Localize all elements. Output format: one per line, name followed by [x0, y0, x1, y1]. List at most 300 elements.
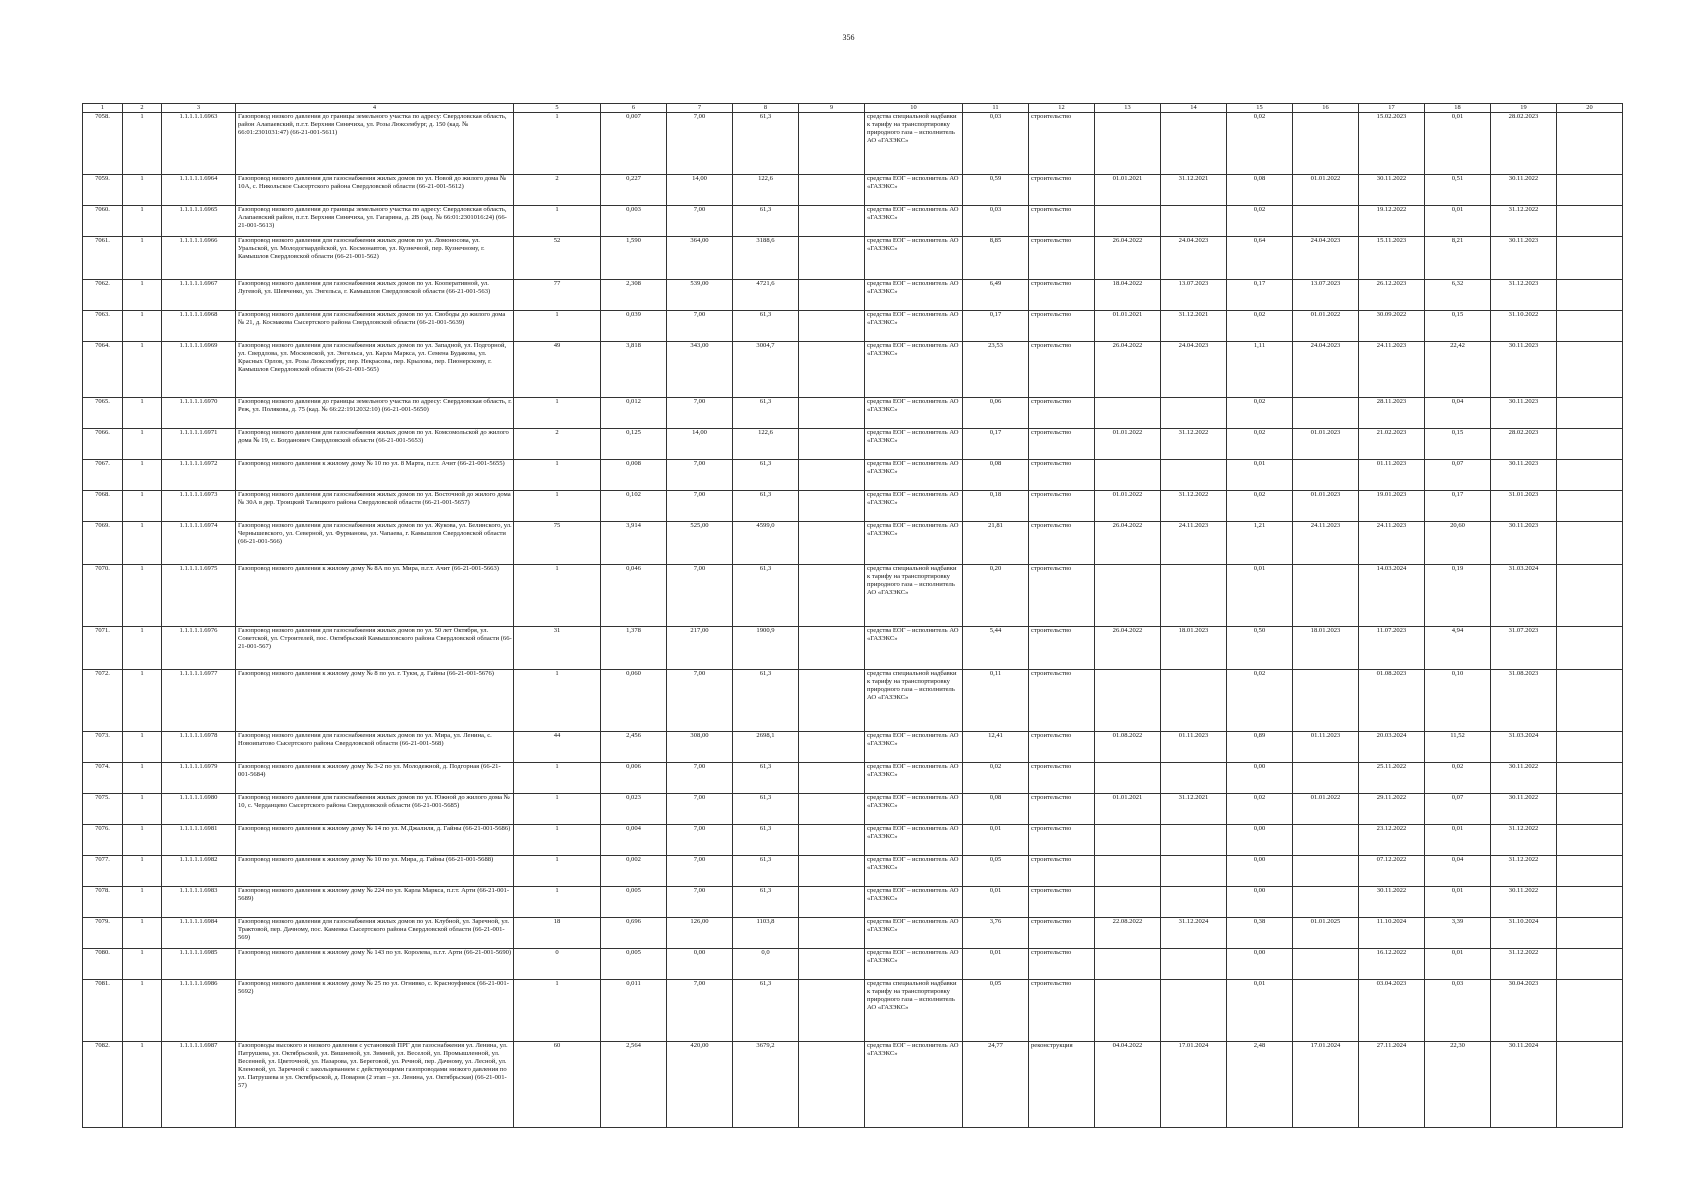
- work-type-cell: строительство: [1029, 763, 1095, 794]
- column-15-cell: 0,64: [1227, 237, 1293, 280]
- column-15-cell: 0,02: [1227, 113, 1293, 175]
- column-18-cell: 0,01: [1425, 825, 1491, 856]
- work-type-cell: строительство: [1029, 342, 1095, 398]
- column-16-cell: [1293, 460, 1359, 491]
- funding-source-cell: средства специальной надбавки к тарифу на транспортировку природного газа – исполнитель АО «ГАЗЭКС»: [865, 670, 963, 732]
- column-8-cell: 61,3: [733, 763, 799, 794]
- column-17-cell: 30.11.2022: [1359, 887, 1425, 918]
- column-18-cell: 0,07: [1425, 794, 1491, 825]
- column-20-cell: [1557, 311, 1623, 342]
- column-6-cell: 0,005: [601, 887, 667, 918]
- column-2-cell: 1: [123, 429, 162, 460]
- funding-source-cell: средства ЕОГ – исполнитель АО «ГАЗЭКС»: [865, 918, 963, 949]
- column-17-cell: 20.03.2024: [1359, 732, 1425, 763]
- column-15-cell: 0,17: [1227, 280, 1293, 311]
- work-type-cell: строительство: [1029, 887, 1095, 918]
- column-17-cell: 26.12.2023: [1359, 280, 1425, 311]
- column-16-cell: 18.01.2023: [1293, 627, 1359, 670]
- funding-source-cell: средства ЕОГ – исполнитель АО «ГАЗЭКС»: [865, 206, 963, 237]
- column-17-cell: 15.02.2023: [1359, 113, 1425, 175]
- work-type-cell: строительство: [1029, 980, 1095, 1042]
- column-2-cell: 1: [123, 763, 162, 794]
- column-5-cell: 44: [514, 732, 601, 763]
- table-row: [83, 237, 1623, 280]
- column-header: 15: [1227, 104, 1293, 113]
- column-16-cell: [1293, 949, 1359, 980]
- start-date-cell: [1095, 565, 1161, 627]
- column-6-cell: 0,046: [601, 565, 667, 627]
- header-row: [83, 104, 1623, 113]
- column-9-cell: [799, 491, 865, 522]
- column-20-cell: [1557, 918, 1623, 949]
- object-name-cell: Газопровод низкого давления для газоснабжения жилых домов по ул. 50 лет Октября, ул. Советской, ул. Строителей, пос. Октябрьский Камышловского района Свердловской области (66-21-001-567): [236, 627, 514, 670]
- column-header: 20: [1557, 104, 1623, 113]
- column-5-cell: 1: [514, 113, 601, 175]
- column-9-cell: [799, 522, 865, 565]
- work-type-cell: строительство: [1029, 460, 1095, 491]
- column-11-cell: 21,81: [963, 522, 1029, 565]
- column-17-cell: 15.11.2023: [1359, 237, 1425, 280]
- row-number-cell: 7076.: [83, 825, 123, 856]
- work-type-cell: строительство: [1029, 429, 1095, 460]
- column-19-cell: 30.11.2023: [1491, 342, 1557, 398]
- column-20-cell: [1557, 670, 1623, 732]
- column-20-cell: [1557, 627, 1623, 670]
- column-6-cell: 0,011: [601, 980, 667, 1042]
- column-2-cell: 1: [123, 280, 162, 311]
- start-date-cell: [1095, 460, 1161, 491]
- column-18-cell: 20,60: [1425, 522, 1491, 565]
- table-row: [83, 522, 1623, 565]
- column-6-cell: 0,002: [601, 856, 667, 887]
- column-15-cell: 0,00: [1227, 856, 1293, 887]
- object-name-cell: Газопровод низкого давления для газоснабжения жилых домов по ул. Западной, ул. Подгорной, ул. Свердлова, ул. Московской, ул. Энгельса, ул. Карла Маркса, ул. Семена Будакова, ул. Красных Орлов, ул. Розы Люксембург, пер. Некрасова, пер. Крылова, пер. Пионерскому, г. Камышлов Свердловской области (66-21-001-565): [236, 342, 514, 398]
- column-2-cell: 1: [123, 565, 162, 627]
- work-type-cell: строительство: [1029, 311, 1095, 342]
- table-body: [83, 113, 1623, 1128]
- column-15-cell: 0,02: [1227, 794, 1293, 825]
- column-7-cell: 7,00: [667, 460, 733, 491]
- column-20-cell: [1557, 113, 1623, 175]
- row-number-cell: 7070.: [83, 565, 123, 627]
- column-8-cell: 61,3: [733, 565, 799, 627]
- object-code-cell: 1.1.1.1.1.6964: [162, 175, 236, 206]
- column-9-cell: [799, 763, 865, 794]
- column-18-cell: 0,15: [1425, 311, 1491, 342]
- column-7-cell: 7,00: [667, 825, 733, 856]
- column-7-cell: 7,00: [667, 311, 733, 342]
- column-19-cell: 30.11.2022: [1491, 175, 1557, 206]
- column-5-cell: 1: [514, 670, 601, 732]
- column-header: 1: [83, 104, 123, 113]
- column-header: 14: [1161, 104, 1227, 113]
- column-11-cell: 23,53: [963, 342, 1029, 398]
- column-9-cell: [799, 856, 865, 887]
- column-20-cell: [1557, 949, 1623, 980]
- column-2-cell: 1: [123, 794, 162, 825]
- column-8-cell: 61,3: [733, 311, 799, 342]
- column-9-cell: [799, 732, 865, 763]
- column-16-cell: [1293, 825, 1359, 856]
- end-date-cell: 31.12.2022: [1161, 491, 1227, 522]
- column-header: 18: [1425, 104, 1491, 113]
- end-date-cell: [1161, 949, 1227, 980]
- end-date-cell: [1161, 398, 1227, 429]
- column-8-cell: 122,6: [733, 175, 799, 206]
- column-6-cell: 0,060: [601, 670, 667, 732]
- column-9-cell: [799, 887, 865, 918]
- start-date-cell: [1095, 887, 1161, 918]
- column-6-cell: 2,564: [601, 1042, 667, 1128]
- row-number-cell: 7059.: [83, 175, 123, 206]
- work-type-cell: строительство: [1029, 856, 1095, 887]
- column-16-cell: [1293, 670, 1359, 732]
- row-number-cell: 7067.: [83, 460, 123, 491]
- column-17-cell: 01.11.2023: [1359, 460, 1425, 491]
- column-17-cell: 11.07.2023: [1359, 627, 1425, 670]
- object-name-cell: Газопровод низкого давления до границы земельного участка по адресу: Свердловская область, г. Реж, ул. Полякова, д. 75 (кад. № 66:22:1912032:10) (66-21-001-5650): [236, 398, 514, 429]
- funding-source-cell: средства ЕОГ – исполнитель АО «ГАЗЭКС»: [865, 491, 963, 522]
- column-8-cell: 61,3: [733, 670, 799, 732]
- funding-source-cell: средства ЕОГ – исполнитель АО «ГАЗЭКС»: [865, 460, 963, 491]
- column-5-cell: 1: [514, 763, 601, 794]
- column-18-cell: 3,39: [1425, 918, 1491, 949]
- work-type-cell: строительство: [1029, 237, 1095, 280]
- row-number-cell: 7080.: [83, 949, 123, 980]
- start-date-cell: 04.04.2022: [1095, 1042, 1161, 1128]
- column-9-cell: [799, 949, 865, 980]
- column-15-cell: 0,02: [1227, 429, 1293, 460]
- column-15-cell: 0,01: [1227, 980, 1293, 1042]
- column-15-cell: 0,01: [1227, 460, 1293, 491]
- column-8-cell: 61,3: [733, 460, 799, 491]
- object-name-cell: Газопровод низкого давления к жилому дому № 8А по ул. Мира, п.г.т. Ачит (66-21-001-5663): [236, 565, 514, 627]
- object-name-cell: Газопровод низкого давления к жилому дому № 10 по ул. Мира, д. Гайны (66-21-001-5688): [236, 856, 514, 887]
- column-7-cell: 308,00: [667, 732, 733, 763]
- object-name-cell: Газопровод низкого давления к жилому дому № 143 по ул. Королева, п.г.т. Арти (66-21-001-5690): [236, 949, 514, 980]
- column-6-cell: 0,003: [601, 206, 667, 237]
- column-17-cell: 24.11.2023: [1359, 342, 1425, 398]
- column-15-cell: 2,48: [1227, 1042, 1293, 1128]
- column-16-cell: 24.04.2023: [1293, 237, 1359, 280]
- column-15-cell: 0,00: [1227, 763, 1293, 794]
- column-5-cell: 1: [514, 311, 601, 342]
- column-11-cell: 6,49: [963, 280, 1029, 311]
- column-19-cell: 31.12.2022: [1491, 825, 1557, 856]
- funding-source-cell: средства специальной надбавки к тарифу на транспортировку природного газа – исполнитель АО «ГАЗЭКС»: [865, 565, 963, 627]
- column-7-cell: 7,00: [667, 856, 733, 887]
- object-code-cell: 1.1.1.1.1.6980: [162, 794, 236, 825]
- table-row: [83, 342, 1623, 398]
- end-date-cell: [1161, 856, 1227, 887]
- start-date-cell: 01.01.2021: [1095, 794, 1161, 825]
- column-8-cell: 3188,6: [733, 237, 799, 280]
- column-16-cell: [1293, 856, 1359, 887]
- column-7-cell: 0,00: [667, 949, 733, 980]
- column-17-cell: 16.12.2022: [1359, 949, 1425, 980]
- row-number-cell: 7061.: [83, 237, 123, 280]
- row-number-cell: 7072.: [83, 670, 123, 732]
- column-11-cell: 0,02: [963, 763, 1029, 794]
- end-date-cell: [1161, 980, 1227, 1042]
- end-date-cell: [1161, 887, 1227, 918]
- column-11-cell: 0,11: [963, 670, 1029, 732]
- work-type-cell: строительство: [1029, 825, 1095, 856]
- column-20-cell: [1557, 491, 1623, 522]
- column-15-cell: 1,11: [1227, 342, 1293, 398]
- table-row: [83, 280, 1623, 311]
- funding-source-cell: средства ЕОГ – исполнитель АО «ГАЗЭКС»: [865, 175, 963, 206]
- column-8-cell: 2698,1: [733, 732, 799, 763]
- column-7-cell: 525,00: [667, 522, 733, 565]
- column-11-cell: 0,17: [963, 429, 1029, 460]
- column-17-cell: 30.09.2022: [1359, 311, 1425, 342]
- column-15-cell: 0,50: [1227, 627, 1293, 670]
- column-18-cell: 0,04: [1425, 398, 1491, 429]
- column-5-cell: 1: [514, 491, 601, 522]
- funding-source-cell: средства ЕОГ – исполнитель АО «ГАЗЭКС»: [865, 311, 963, 342]
- column-2-cell: 1: [123, 670, 162, 732]
- column-18-cell: 0,19: [1425, 565, 1491, 627]
- column-19-cell: 30.11.2023: [1491, 460, 1557, 491]
- column-5-cell: 75: [514, 522, 601, 565]
- column-20-cell: [1557, 980, 1623, 1042]
- column-11-cell: 0,17: [963, 311, 1029, 342]
- column-6-cell: 0,005: [601, 949, 667, 980]
- column-16-cell: 01.01.2022: [1293, 794, 1359, 825]
- column-20-cell: [1557, 1042, 1623, 1128]
- work-type-cell: строительство: [1029, 175, 1095, 206]
- column-9-cell: [799, 280, 865, 311]
- column-6-cell: 3,914: [601, 522, 667, 565]
- column-2-cell: 1: [123, 460, 162, 491]
- table-row: [83, 206, 1623, 237]
- column-9-cell: [799, 113, 865, 175]
- table-row: [83, 918, 1623, 949]
- column-11-cell: 24,77: [963, 1042, 1029, 1128]
- column-17-cell: 19.12.2022: [1359, 206, 1425, 237]
- column-17-cell: 27.11.2024: [1359, 1042, 1425, 1128]
- column-16-cell: [1293, 113, 1359, 175]
- column-20-cell: [1557, 825, 1623, 856]
- start-date-cell: [1095, 763, 1161, 794]
- column-17-cell: 01.08.2023: [1359, 670, 1425, 732]
- column-16-cell: 01.01.2023: [1293, 491, 1359, 522]
- column-5-cell: 1: [514, 794, 601, 825]
- column-18-cell: 0,17: [1425, 491, 1491, 522]
- end-date-cell: 18.01.2023: [1161, 627, 1227, 670]
- column-20-cell: [1557, 342, 1623, 398]
- object-code-cell: 1.1.1.1.1.6970: [162, 398, 236, 429]
- column-7-cell: 7,00: [667, 206, 733, 237]
- table-row: [83, 429, 1623, 460]
- column-19-cell: 30.11.2022: [1491, 887, 1557, 918]
- column-9-cell: [799, 311, 865, 342]
- column-11-cell: 0,08: [963, 794, 1029, 825]
- start-date-cell: [1095, 206, 1161, 237]
- column-5-cell: 0: [514, 949, 601, 980]
- column-8-cell: 61,3: [733, 113, 799, 175]
- column-15-cell: 0,02: [1227, 491, 1293, 522]
- funding-source-cell: средства ЕОГ – исполнитель АО «ГАЗЭКС»: [865, 522, 963, 565]
- start-date-cell: [1095, 113, 1161, 175]
- column-2-cell: 1: [123, 175, 162, 206]
- column-5-cell: 2: [514, 429, 601, 460]
- column-2-cell: 1: [123, 887, 162, 918]
- column-2-cell: 1: [123, 949, 162, 980]
- object-name-cell: Газопровод низкого давления для газоснабжения жилых домов по ул. Южной до жилого дома № 10, с. Черданцево Сысертского района Свердловской области (66-21-001-5685): [236, 794, 514, 825]
- column-header: 17: [1359, 104, 1425, 113]
- row-number-cell: 7063.: [83, 311, 123, 342]
- object-code-cell: 1.1.1.1.1.6972: [162, 460, 236, 491]
- row-number-cell: 7058.: [83, 113, 123, 175]
- object-name-cell: Газопровод низкого давления для газоснабжения жилых домов по ул. Жукова, ул. Белинского, ул. Чернышевского, ул. Северной, ул. Фурманова, ул. Чапаева, г. Камышлов Свердловской области (66-21-001-566): [236, 522, 514, 565]
- funding-source-cell: средства специальной надбавки к тарифу на транспортировку природного газа – исполнитель АО «ГАЗЭКС»: [865, 980, 963, 1042]
- start-date-cell: 01.01.2022: [1095, 491, 1161, 522]
- funding-source-cell: средства ЕОГ – исполнитель АО «ГАЗЭКС»: [865, 627, 963, 670]
- column-17-cell: 29.11.2022: [1359, 794, 1425, 825]
- end-date-cell: 24.04.2023: [1161, 342, 1227, 398]
- column-11-cell: 0,05: [963, 856, 1029, 887]
- row-number-cell: 7074.: [83, 763, 123, 794]
- start-date-cell: 26.04.2022: [1095, 627, 1161, 670]
- end-date-cell: 24.11.2023: [1161, 522, 1227, 565]
- row-number-cell: 7066.: [83, 429, 123, 460]
- work-type-cell: строительство: [1029, 794, 1095, 825]
- column-16-cell: 01.11.2023: [1293, 732, 1359, 763]
- start-date-cell: 01.08.2022: [1095, 732, 1161, 763]
- table-row: [83, 398, 1623, 429]
- end-date-cell: 31.12.2021: [1161, 794, 1227, 825]
- column-5-cell: 1: [514, 398, 601, 429]
- column-19-cell: 30.11.2023: [1491, 237, 1557, 280]
- object-code-cell: 1.1.1.1.1.6965: [162, 206, 236, 237]
- column-16-cell: 24.11.2023: [1293, 522, 1359, 565]
- column-5-cell: 1: [514, 565, 601, 627]
- column-18-cell: 0,10: [1425, 670, 1491, 732]
- column-7-cell: 14,00: [667, 429, 733, 460]
- column-19-cell: 31.12.2022: [1491, 856, 1557, 887]
- column-5-cell: 60: [514, 1042, 601, 1128]
- column-8-cell: 0,0: [733, 949, 799, 980]
- column-16-cell: 01.01.2022: [1293, 311, 1359, 342]
- column-19-cell: 31.01.2023: [1491, 491, 1557, 522]
- end-date-cell: [1161, 670, 1227, 732]
- column-2-cell: 1: [123, 1042, 162, 1128]
- object-code-cell: 1.1.1.1.1.6968: [162, 311, 236, 342]
- column-17-cell: 28.11.2023: [1359, 398, 1425, 429]
- column-9-cell: [799, 398, 865, 429]
- column-6-cell: 0,007: [601, 113, 667, 175]
- column-16-cell: 01.01.2023: [1293, 429, 1359, 460]
- column-16-cell: 17.01.2024: [1293, 1042, 1359, 1128]
- object-name-cell: Газопровод низкого давления для газоснабжения жилых домов по ул. Клубной, ул. Заречной, ул. Трактовой, пер. Дачному, пос. Каменка Сысертского района Свердловской области (66-21-001-569): [236, 918, 514, 949]
- object-name-cell: Газопровод низкого давления для газоснабжения жилых домов по ул. Свободы до жилого дома № 21, д. Космакова Сысертского района Свердловской области (66-21-001-5639): [236, 311, 514, 342]
- start-date-cell: [1095, 856, 1161, 887]
- column-2-cell: 1: [123, 627, 162, 670]
- column-7-cell: 14,00: [667, 175, 733, 206]
- object-code-cell: 1.1.1.1.1.6966: [162, 237, 236, 280]
- column-2-cell: 1: [123, 918, 162, 949]
- column-8-cell: 61,3: [733, 206, 799, 237]
- column-9-cell: [799, 918, 865, 949]
- object-code-cell: 1.1.1.1.1.6974: [162, 522, 236, 565]
- end-date-cell: [1161, 113, 1227, 175]
- object-code-cell: 1.1.1.1.1.6967: [162, 280, 236, 311]
- object-code-cell: 1.1.1.1.1.6976: [162, 627, 236, 670]
- column-17-cell: 24.11.2023: [1359, 522, 1425, 565]
- column-18-cell: 0,15: [1425, 429, 1491, 460]
- column-15-cell: 0,08: [1227, 175, 1293, 206]
- object-code-cell: 1.1.1.1.1.6971: [162, 429, 236, 460]
- end-date-cell: [1161, 825, 1227, 856]
- column-7-cell: 7,00: [667, 491, 733, 522]
- table-row: [83, 565, 1623, 627]
- column-17-cell: 30.11.2022: [1359, 175, 1425, 206]
- work-type-cell: строительство: [1029, 949, 1095, 980]
- column-6-cell: 0,008: [601, 460, 667, 491]
- column-15-cell: 0,00: [1227, 949, 1293, 980]
- end-date-cell: 31.12.2021: [1161, 175, 1227, 206]
- column-18-cell: 4,94: [1425, 627, 1491, 670]
- object-code-cell: 1.1.1.1.1.6977: [162, 670, 236, 732]
- object-name-cell: Газопровод низкого давления к жилому дому № 25 по ул. Огнивко, с. Красноуфимск (66-21-001-5692): [236, 980, 514, 1042]
- column-19-cell: 30.11.2024: [1491, 1042, 1557, 1128]
- funding-source-cell: средства ЕОГ – исполнитель АО «ГАЗЭКС»: [865, 732, 963, 763]
- column-20-cell: [1557, 565, 1623, 627]
- column-5-cell: 31: [514, 627, 601, 670]
- column-2-cell: 1: [123, 980, 162, 1042]
- end-date-cell: 24.04.2023: [1161, 237, 1227, 280]
- row-number-cell: 7071.: [83, 627, 123, 670]
- column-2-cell: 1: [123, 206, 162, 237]
- column-19-cell: 31.10.2024: [1491, 918, 1557, 949]
- column-18-cell: 0,04: [1425, 856, 1491, 887]
- row-number-cell: 7060.: [83, 206, 123, 237]
- column-2-cell: 1: [123, 342, 162, 398]
- column-9-cell: [799, 237, 865, 280]
- start-date-cell: 18.04.2022: [1095, 280, 1161, 311]
- column-8-cell: 61,3: [733, 825, 799, 856]
- column-2-cell: 1: [123, 237, 162, 280]
- column-11-cell: 3,76: [963, 918, 1029, 949]
- column-9-cell: [799, 794, 865, 825]
- column-16-cell: [1293, 565, 1359, 627]
- row-number-cell: 7065.: [83, 398, 123, 429]
- column-16-cell: 24.04.2023: [1293, 342, 1359, 398]
- object-name-cell: Газопроводы высокого и низкого давления с установкой ПРГ для газоснабжения ул. Ленина, ул. Патрушева, ул. Октябрьской, ул. Вишневой, ул. Зимней, ул. Веселой, ул. Промышленной, ул. Весенней, ул. Цветочной, ул. Назарова, ул. Береговой, ул. Речной, пер. Дачному, ул. Лесной, ул. Кленовой, ул. Заречной с закольцеванием с действующими газопроводами низкого давления по ул. Патрушева и ул. Октябрьской, д. Поварня (2 этап – ул. Ленина, ул. Октябрьская) (66-21-001-57): [236, 1042, 514, 1128]
- column-header: 11: [963, 104, 1029, 113]
- register-table: [82, 103, 1623, 1128]
- work-type-cell: строительство: [1029, 113, 1095, 175]
- funding-source-cell: средства ЕОГ – исполнитель АО «ГАЗЭКС»: [865, 398, 963, 429]
- column-header: 10: [865, 104, 963, 113]
- end-date-cell: 31.12.2024: [1161, 918, 1227, 949]
- work-type-cell: строительство: [1029, 670, 1095, 732]
- table-row: [83, 1042, 1623, 1128]
- table-row: [83, 732, 1623, 763]
- column-15-cell: 0,38: [1227, 918, 1293, 949]
- table-row: [83, 980, 1623, 1042]
- row-number-cell: 7075.: [83, 794, 123, 825]
- column-6-cell: 0,125: [601, 429, 667, 460]
- start-date-cell: 26.04.2022: [1095, 237, 1161, 280]
- column-20-cell: [1557, 398, 1623, 429]
- column-20-cell: [1557, 429, 1623, 460]
- column-19-cell: 30.11.2023: [1491, 398, 1557, 429]
- row-number-cell: 7062.: [83, 280, 123, 311]
- column-17-cell: 19.01.2023: [1359, 491, 1425, 522]
